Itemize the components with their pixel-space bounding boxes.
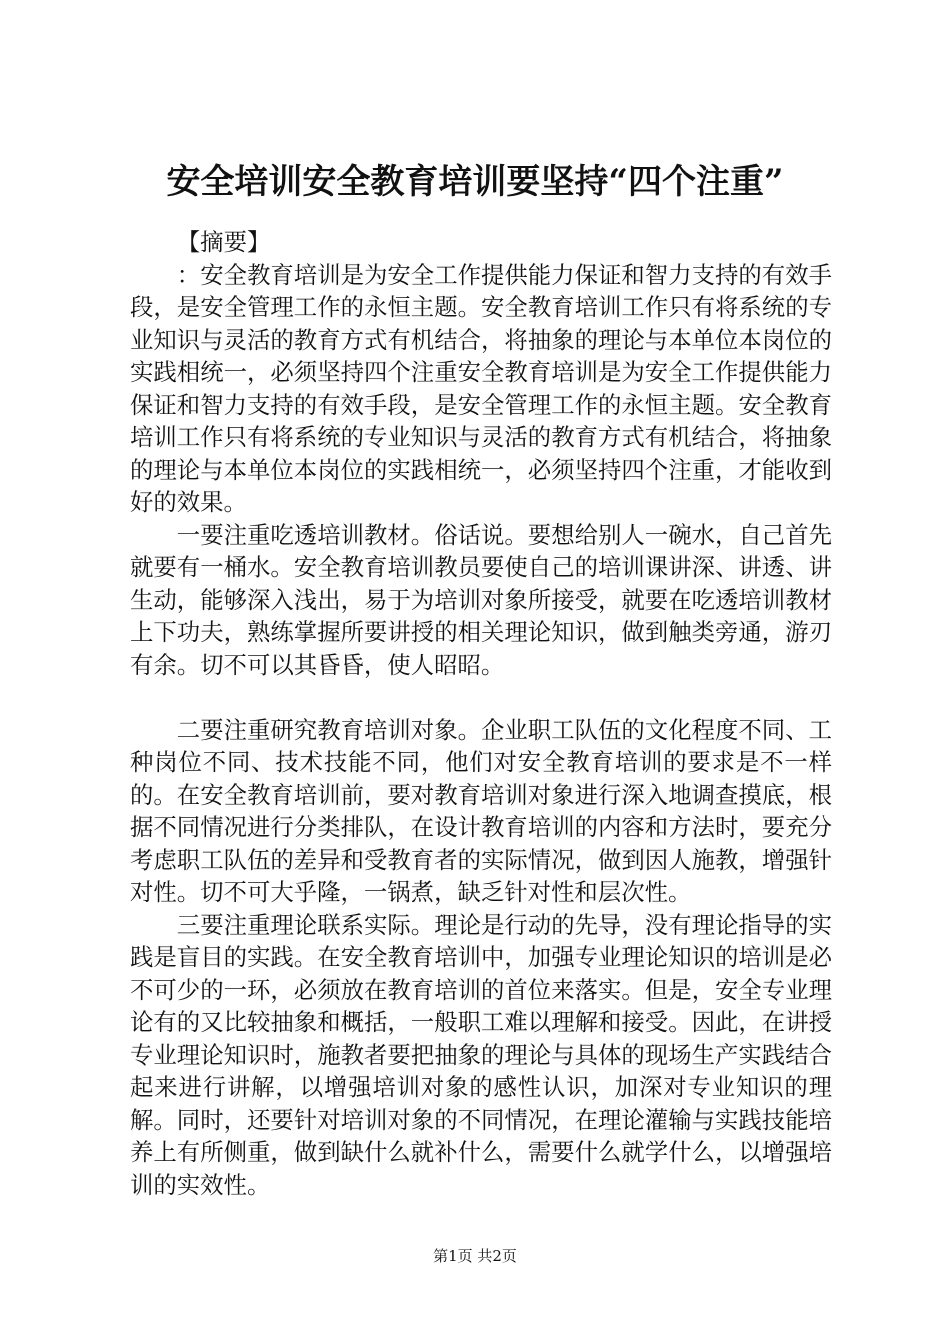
page-footer: 第1页 共2页 (433, 1247, 517, 1265)
document-body (130, 226, 832, 1201)
paragraph-2: 二要注重研究教育培训对象。企业职工队伍的文化程度不同、工种岗位不同、技术技能不同，他们对安全教育培训的要求是不一样的。在安全教育培训前，要对教育培训对象进行深入地调查摸底，根据不同情况进行分类排队，在设计教育培训的内容和方法时，要充分考虑职工队伍的差异和受教育者的实际情况，做到因人施教，增强针对性。切不可大乎隆，一锅煮，缺乏针对性和层次性。 (130, 715, 832, 906)
paragraph-3: 三要注重理论联系实际。理论是行动的先导，没有理论指导的实践是盲目的实践。在安全教育培训中，加强专业理论知识的培训是必不可少的一环，必须放在教育培训的首位来落实。但是，安全专业理论有的又比较抽象和概括，一般职工难以理解和接受。因此，在讲授专业理论知识时，施教者要把抽象的理论与具体的现场生产实践结合起来进行讲解，以增强培训对象的感性认识，加深对专业知识的理解。同时，还要针对培训对象的不同情况，在理论灌输与实践技能培养上有所侧重，做到缺什么就补什么，需要什么就学什么，以增强培训的实效性。 (130, 910, 832, 1199)
document-title: 安全培训安全教育培训要坚持“四个注重” (166, 162, 784, 202)
paragraph-abstract: ：安全教育培训是为安全工作提供能力保证和智力支持的有效手段，是安全管理工作的永恒主题。安全教育培训工作只有将系统的专业知识与灵活的教育方式有机结合，将抽象的理论与本单位本岗位的实践相统一，必须坚持四个注重安全教育培训是为安全工作提供能力保证和智力支持的有效手段，是安全管理工作的永恒主题。安全教育培训工作只有将系统的专业知识与灵活的教育方式有机结合，将抽象的理论与本单位本岗位的实践相统一，必须坚持四个注重，才能收到好的效果。 (130, 260, 832, 516)
paragraph-1: 一要注重吃透培训教材。俗话说。要想给别人一碗水，自己首先就要有一桶水。安全教育培训教员要使自己的培训课讲深、讲透、讲生动，能够深入浅出，易于为培训对象所接受，就要在吃透培训教材上下功夫，熟练掌握所要讲授的相关理论知识，做到触类旁通，游刃有余。切不可以其昏昏，使人昭昭。 (130, 520, 832, 679)
abstract-heading: 【摘要】 (176, 228, 271, 256)
